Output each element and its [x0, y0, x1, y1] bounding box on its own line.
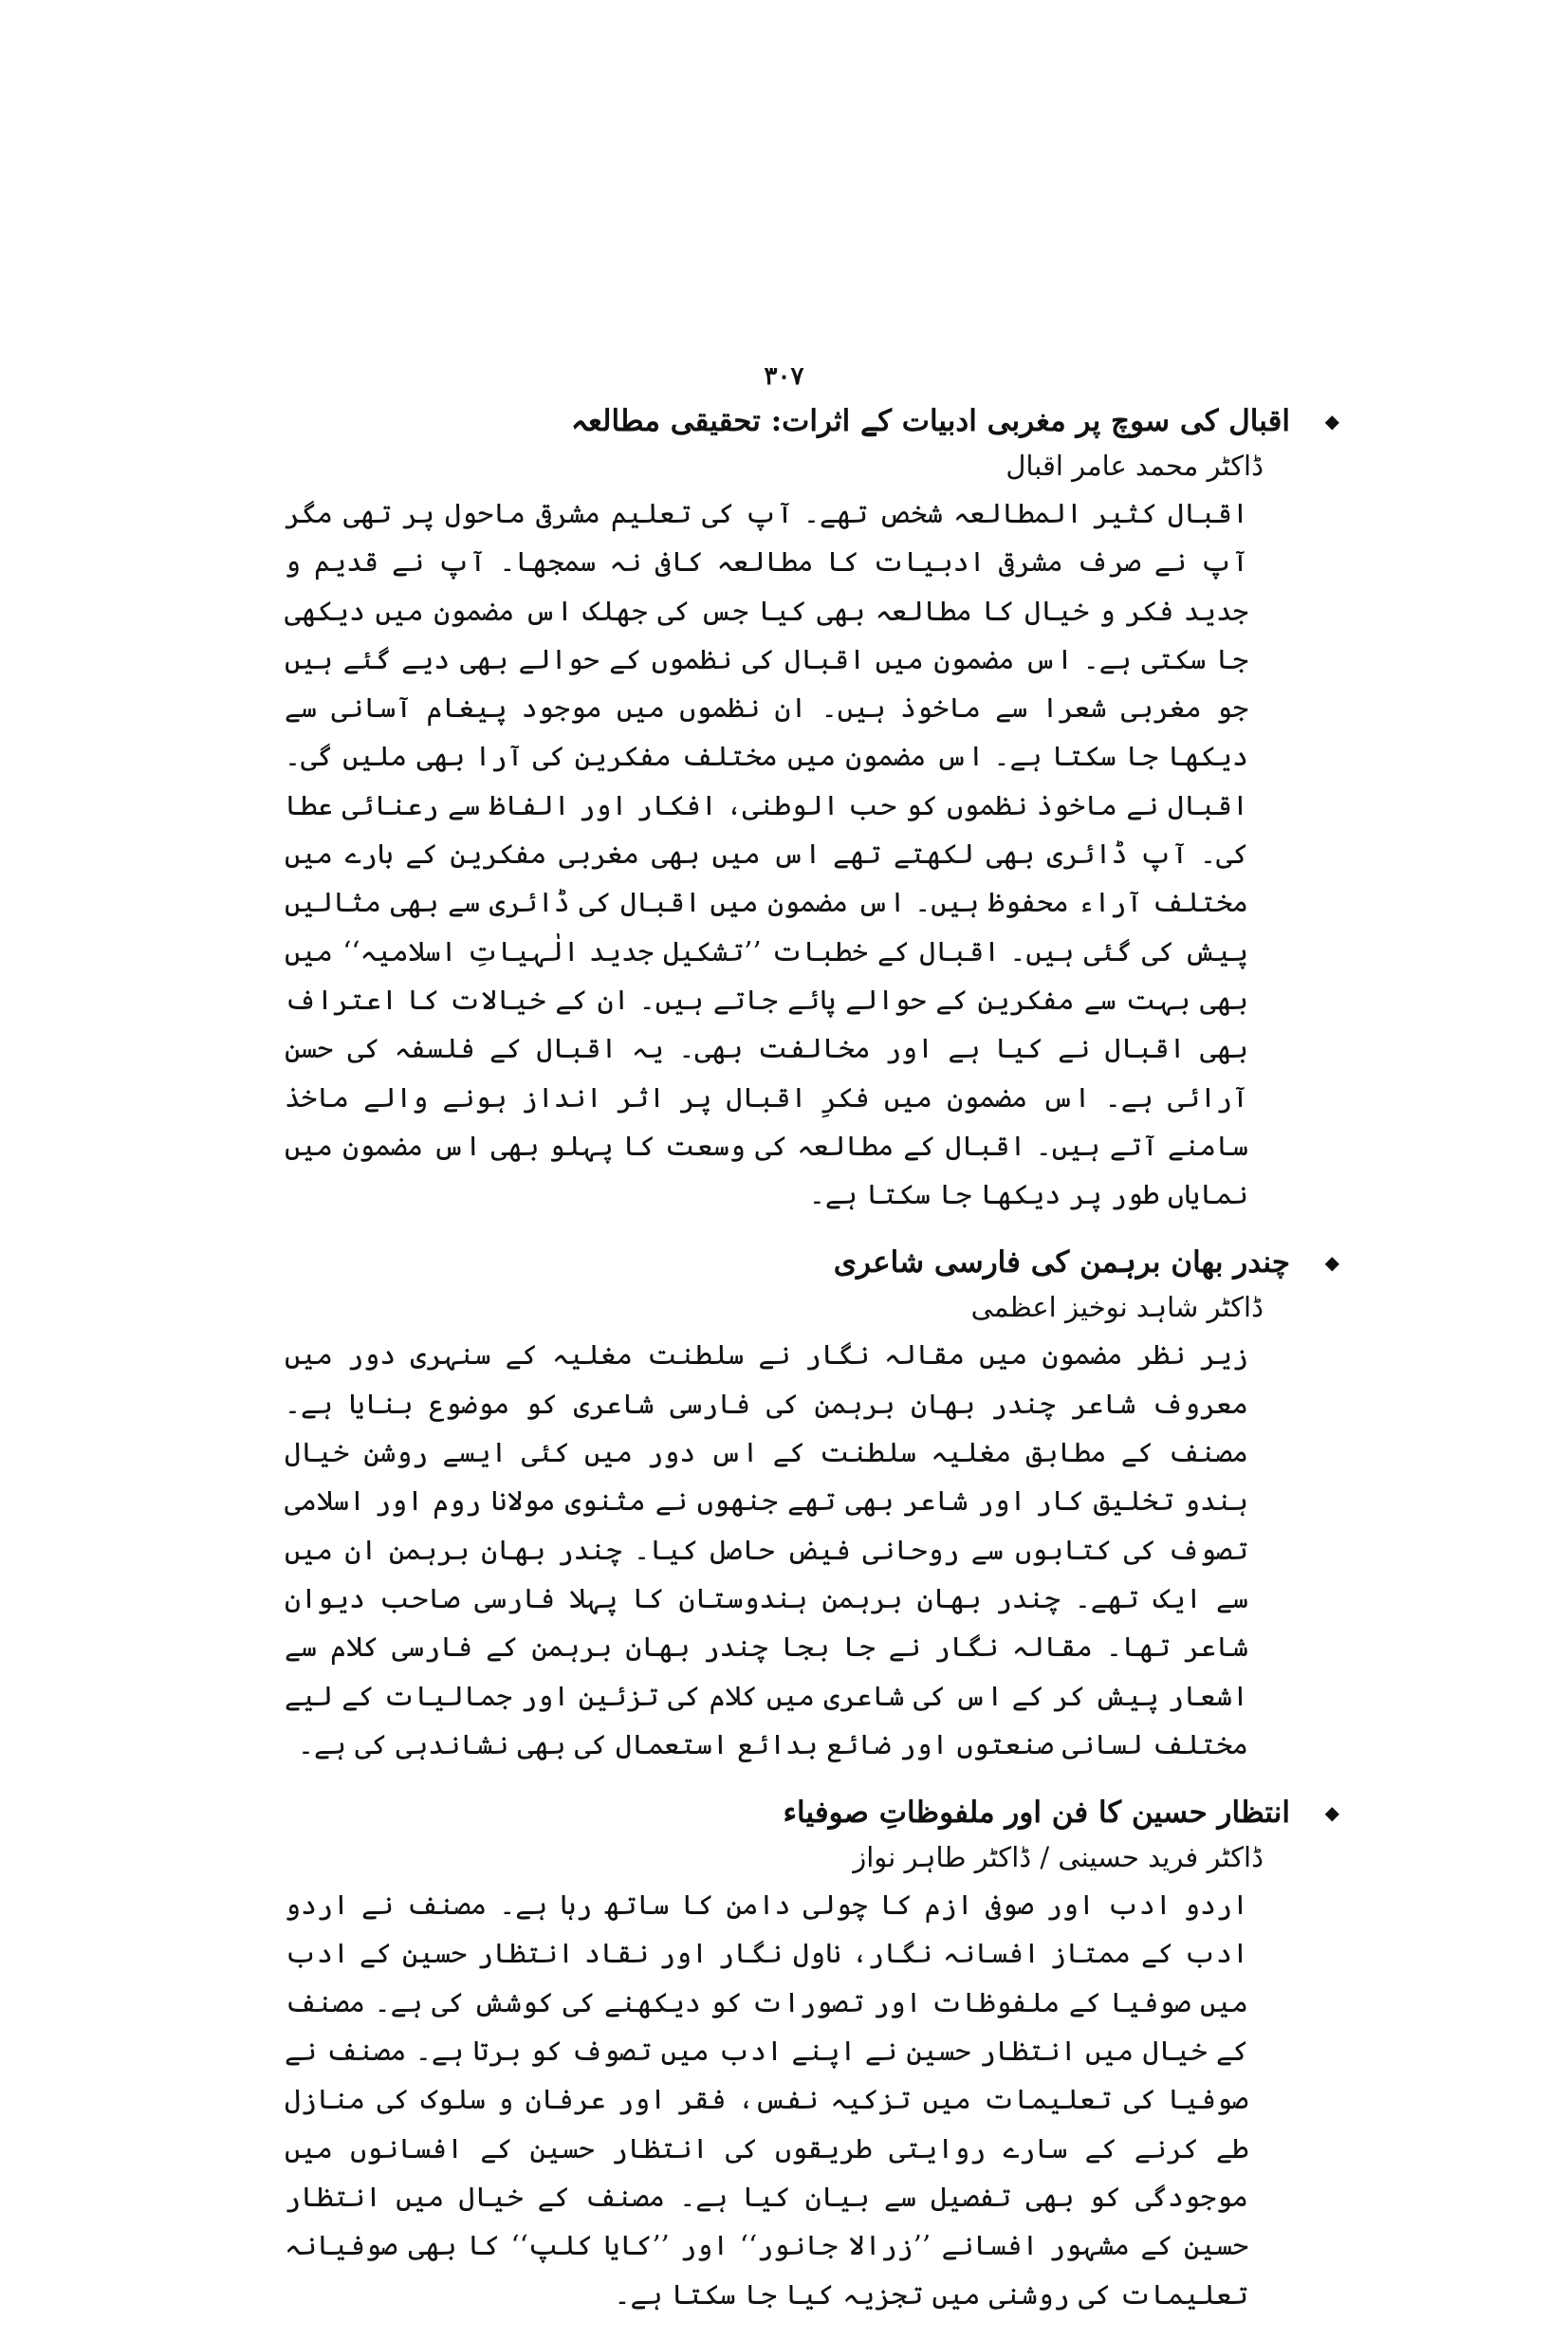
- article-author-2: ڈاکٹر شاہد نوخیز اعظمی: [970, 1291, 1264, 1324]
- bullet-diamond-icon: ◆: [1324, 1801, 1339, 1825]
- article-title-3-text: انتظار حسین کا فن اور ملفوظاتِ صوفیاء: [783, 1796, 1290, 1831]
- article-abstract-1: اقبال کثیر المطالعہ شخص تھے۔ آپ کی تعلیم مشرقی ماحول پر تھی مگر آپ نے صرف مشرقی ادبیات کا مطالعہ کافی نہ سمجھا۔ آپ نے قدیم و جدید فکر و خیال کا مطالعہ بھی کیا جس کی جھلک اس مضمون میں دیکھی جا سکتی ہے۔ اس مضمون میں اقبال کی نظموں کے حوالے بھی دیے گئے ہیں جو مغربی شعرا سے ماخوذ ہیں۔ ان نظموں میں موجود پیغام آسانی سے دیکھا جا سکتا ہے۔ اس مضمون میں مختلف مفکرین کی آرا بھی ملیں گی۔ اقبال نے ماخوذ نظموں کو حب الوطنی، افکار اور الفاظ سے رعنائی عطا کی۔ آپ ڈائری بھی لکھتے تھے اس میں بھی مغربی مفکرین کے بارے میں مختلف آراء محفوظ ہیں۔ اس مضمون میں اقبال کی ڈائری سے بھی مثالیں پیش کی گئی ہیں۔ اقبال کے خطبات ’’تشکیل جدید الٰہیاتِ اسلامیہ‘‘ میں بھی بہت سے مفکرین کے حوالے پائے جاتے ہیں۔ ان کے خیالات کا اعتراف بھی اقبال نے کیا ہے اور مخالفت بھی۔ یہ اقبال کے فلسفہ کی حسن آرائی ہے۔ اس مضمون میں فکرِ اقبال پر اثر انداز ہونے والے ماخذ سامنے آتے ہیں۔ اقبال کے مطالعہ کی وسعت کا پہلو بھی اس مضمون میں نمایاں طور پر دیکھا جا سکتا ہے۔: [285, 497, 1248, 1211]
- bullet-diamond-icon: ◆: [1324, 410, 1339, 433]
- article-title-2-text: چندر بھان برہمن کی فارسی شاعری: [833, 1245, 1290, 1281]
- article-title-2: [285, 1240, 1339, 1285]
- page-number: ٣٠٧: [764, 362, 804, 391]
- article-entry-3: [285, 1790, 1339, 2319]
- article-entry-1: [285, 398, 1339, 1219]
- article-list: [285, 398, 1339, 2340]
- bullet-diamond-icon: ◆: [1324, 1251, 1339, 1275]
- article-entry-2: [285, 1240, 1339, 1769]
- article-author-1: ڈاکٹر محمد عامر اقبال: [1005, 450, 1264, 482]
- article-abstract-2: زیر نظر مضمون میں مقالہ نگار نے سلطنت مغلیہ کے سنہری دور میں معروف شاعر چندر بھان برہمن کی فارسی شاعری کو موضوع بنایا ہے۔ مصنف کے مطابق مغلیہ سلطنت کے اس دور میں کئی ایسے روشن خیال ہندو تخلیق کار اور شاعر بھی تھے جنھوں نے مثنوی مولانا روم اور اسلامی تصوف کی کتابوں سے روحانی فیض حاصل کیا۔ چندر بھان برہمن ان میں سے ایک تھے۔ چندر بھان برہمن ہندوستان کا پہلا فارسی صاحب دیوان شاعر تھا۔ مقالہ نگار نے جا بجا چندر بھان برہمن کے فارسی کلام سے اشعار پیش کر کے اس کی شاعری میں کلام کی تزئین اور جمالیات کے لیے مختلف لسانی صنعتوں اور ضائع بدائع استعمال کی بھی نشاندہی کی ہے۔: [285, 1338, 1248, 1760]
- article-title-1: [285, 398, 1339, 444]
- article-title-3: [285, 1790, 1339, 1835]
- article-author-3: ڈاکٹر فرید حسینی / ڈاکٹر طاہر نواز: [853, 1841, 1264, 1874]
- article-title-1-text: اقبال کی سوچ پر مغربی ادبیات کے اثرات: تحقیقی مطالعہ: [570, 404, 1290, 438]
- article-abstract-3: اردو ادب اور صوفی ازم کا چولی دامن کا ساتھ رہا ہے۔ مصنف نے اردو ادب کے ممتاز افسانہ نگار، ناول نگار اور نقاد انتظار حسین کے ادب میں صوفیا کے ملفوظات اور تصورات کو دیکھنے کی کوشش کی ہے۔ مصنف کے خیال میں انتظار حسین نے اپنے ادب میں تصوف کو برتا ہے۔ مصنف نے صوفیا کی تعلیمات میں تزکیہ نفس، فقر اور عرفان و سلوک کی منازل طے کرنے کے سارے روایتی طریقوں کی انتظار حسین کے افسانوں میں موجودگی کو بھی تفصیل سے بیان کیا ہے۔ مصنف کے خیال میں انتظار حسین کے مشہور افسانے ’’زرالا جانور‘‘ اور ’’کایا کلپ‘‘ کا بھی صوفیانہ تعلیمات کی روشنی میں تجزیہ کیا جا سکتا ہے۔: [285, 1889, 1248, 2311]
